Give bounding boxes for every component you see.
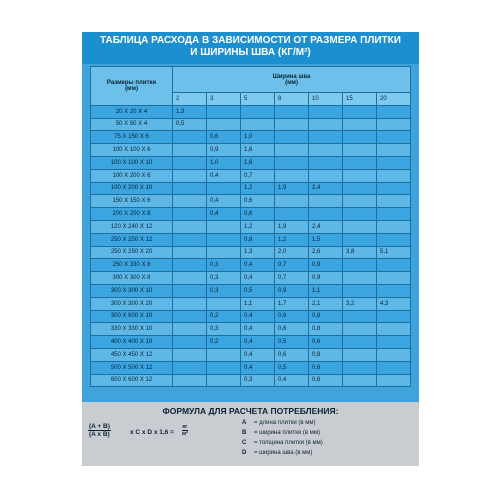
consumption-cell	[173, 169, 207, 182]
table-row	[91, 118, 411, 131]
tile-size-cell: 150 X 150 X 6	[91, 195, 173, 208]
consumption-cell	[343, 284, 377, 297]
consumption-cell: 0,4	[241, 272, 275, 285]
consumption-cell: 0,7	[241, 169, 275, 182]
table-row	[91, 131, 411, 144]
consumption-cell: 0,3	[207, 284, 241, 297]
consumption-cell: 0,6	[241, 195, 275, 208]
consumption-sheet	[82, 32, 419, 466]
consumption-cell	[343, 272, 377, 285]
consumption-cell: 0,7	[275, 259, 309, 272]
table-row	[91, 156, 411, 169]
consumption-cell: 0,5	[275, 336, 309, 349]
width-col-20: 20	[377, 93, 411, 106]
consumption-cell	[377, 323, 411, 336]
tile-size-cell: 120 X 240 X 12	[91, 220, 173, 233]
consumption-cell	[377, 105, 411, 118]
consumption-cell	[377, 156, 411, 169]
consumption-cell: 0,4	[241, 361, 275, 374]
consumption-cell	[377, 374, 411, 387]
consumption-cell	[207, 246, 241, 259]
consumption-cell: 0,7	[275, 272, 309, 285]
consumption-cell	[377, 361, 411, 374]
consumption-cell: 0,4	[275, 374, 309, 387]
table-body	[91, 105, 411, 387]
legend-row: B = ширина плитки (в мм)	[242, 430, 320, 436]
consumption-cell	[173, 323, 207, 336]
consumption-cell	[207, 297, 241, 310]
table-row	[91, 297, 411, 310]
tile-size-cell: 600 X 600 X 12	[91, 374, 173, 387]
consumption-cell	[377, 144, 411, 157]
consumption-cell	[343, 105, 377, 118]
title-line-2: И ШИРИНЫ ШВА (КГ/М²)	[190, 47, 311, 58]
consumption-cell: 0,8	[309, 310, 343, 323]
consumption-cell	[173, 208, 207, 221]
consumption-cell: 1,1	[241, 297, 275, 310]
consumption-cell: 1,2	[241, 182, 275, 195]
consumption-cell: 1,0	[207, 156, 241, 169]
consumption-cell	[377, 310, 411, 323]
consumption-cell	[173, 310, 207, 323]
consumption-cell	[207, 105, 241, 118]
consumption-cell: 0,6	[309, 374, 343, 387]
tile-size-cell: 500 X 500 X 12	[91, 361, 173, 374]
consumption-cell: 3,8	[343, 246, 377, 259]
consumption-cell	[207, 182, 241, 195]
tile-size-cell: 400 X 400 X 10	[91, 336, 173, 349]
tile-size-cell: 300 X 600 X 10	[91, 310, 173, 323]
unit-denominator: м²	[182, 431, 188, 437]
consumption-cell	[377, 169, 411, 182]
tile-size-cell: 330 X 330 X 10	[91, 323, 173, 336]
consumption-cell: 1,2	[241, 220, 275, 233]
consumption-cell	[343, 310, 377, 323]
legend-row: D = ширина шва (в мм)	[242, 450, 313, 456]
consumption-cell: 0,6	[275, 348, 309, 361]
consumption-cell: 1,7	[275, 297, 309, 310]
formula-title: ФОРМУЛА ДЛЯ РАСЧЕТА ПОТРЕБЛЕНИЯ:	[162, 406, 339, 416]
tile-size-cell: 300 X 300 X 10	[91, 284, 173, 297]
consumption-cell	[173, 182, 207, 195]
consumption-cell	[343, 156, 377, 169]
consumption-cell: 0,4	[241, 259, 275, 272]
consumption-cell	[377, 348, 411, 361]
consumption-cell: 1,5	[309, 233, 343, 246]
consumption-cell	[207, 361, 241, 374]
consumption-cell	[377, 259, 411, 272]
consumption-cell	[173, 259, 207, 272]
consumption-cell	[241, 118, 275, 131]
consumption-cell: 1,9	[275, 220, 309, 233]
consumption-cell	[343, 182, 377, 195]
consumption-cell	[343, 131, 377, 144]
table-row	[91, 336, 411, 349]
consumption-cell	[309, 169, 343, 182]
tile-size-cell: 250 X 250 X 20	[91, 246, 173, 259]
table-row	[91, 246, 411, 259]
consumption-cell: 0,4	[241, 310, 275, 323]
consumption-cell: 0,3	[207, 259, 241, 272]
tile-size-cell: 100 X 200 X 10	[91, 182, 173, 195]
consumption-cell	[309, 131, 343, 144]
consumption-cell	[173, 220, 207, 233]
consumption-cell	[377, 233, 411, 246]
consumption-cell	[343, 233, 377, 246]
consumption-cell: 0,3	[241, 374, 275, 387]
unit-numerator: кг	[182, 424, 188, 430]
consumption-cell: 0,6	[275, 323, 309, 336]
consumption-cell	[343, 323, 377, 336]
consumption-cell	[173, 233, 207, 246]
width-col-10: 10	[309, 93, 343, 106]
consumption-cell: 1,1	[309, 284, 343, 297]
consumption-cell	[343, 169, 377, 182]
consumption-cell	[275, 144, 309, 157]
consumption-cell: 0,8	[309, 323, 343, 336]
consumption-cell: 3,2	[343, 297, 377, 310]
table-row	[91, 310, 411, 323]
consumption-cell	[343, 259, 377, 272]
consumption-cell: 0,4	[241, 348, 275, 361]
consumption-cell: 0,5	[173, 118, 207, 131]
consumption-cell	[207, 118, 241, 131]
consumption-cell: 0,9	[309, 259, 343, 272]
consumption-cell	[173, 361, 207, 374]
formula-denominator: (A x B)	[89, 431, 110, 438]
consumption-table-wrap	[90, 66, 410, 387]
consumption-cell: 0,6	[241, 208, 275, 221]
consumption-cell: 1,6	[241, 144, 275, 157]
table-row	[91, 169, 411, 182]
consumption-cell: 1,2	[275, 233, 309, 246]
consumption-cell: 0,6	[275, 310, 309, 323]
consumption-cell: 0,3	[207, 272, 241, 285]
tile-size-cell: 300 X 300 X 20	[91, 297, 173, 310]
table-row	[91, 144, 411, 157]
table-row	[91, 208, 411, 221]
formula-numerator: (A + B)	[89, 423, 110, 430]
consumption-cell: 0,2	[207, 336, 241, 349]
consumption-cell	[309, 208, 343, 221]
width-col-2: 2	[173, 93, 207, 106]
consumption-cell	[275, 169, 309, 182]
consumption-cell	[173, 131, 207, 144]
tile-size-cell: 450 X 450 X 12	[91, 348, 173, 361]
table-row	[91, 233, 411, 246]
title-line-1: ТАБЛИЦА РАСХОДА В ЗАВИСИМОСТИ ОТ РАЗМЕРА ПЛИТКИ	[100, 35, 401, 46]
consumption-cell: 0,9	[275, 284, 309, 297]
consumption-cell	[377, 118, 411, 131]
tile-size-cell: 250 X 330 X 8	[91, 259, 173, 272]
formula-unit	[182, 424, 188, 437]
consumption-cell	[173, 297, 207, 310]
consumption-cell: 0,3	[207, 323, 241, 336]
consumption-cell	[241, 105, 275, 118]
consumption-cell: 0,9	[207, 144, 241, 157]
consumption-cell: 0,6	[207, 131, 241, 144]
consumption-cell	[275, 208, 309, 221]
formula-fraction	[88, 423, 111, 438]
table-row	[91, 374, 411, 387]
consumption-cell: 0,4	[207, 169, 241, 182]
table-row	[91, 348, 411, 361]
consumption-cell	[377, 336, 411, 349]
consumption-cell	[207, 374, 241, 387]
consumption-cell: 2,4	[309, 182, 343, 195]
consumption-cell: 1,9	[275, 182, 309, 195]
consumption-cell	[343, 208, 377, 221]
consumption-cell	[173, 156, 207, 169]
size-column-header: Размеры плитки (мм)	[91, 67, 173, 106]
consumption-cell	[207, 220, 241, 233]
table-row	[91, 105, 411, 118]
consumption-cell: 2,4	[309, 220, 343, 233]
consumption-cell	[173, 336, 207, 349]
consumption-cell: 0,4	[207, 208, 241, 221]
consumption-cell: 0,4	[207, 195, 241, 208]
tile-size-cell: 20 X 20 X 4	[91, 105, 173, 118]
consumption-cell: 0,5	[275, 361, 309, 374]
tile-size-cell: 75 X 150 X 6	[91, 131, 173, 144]
consumption-cell	[173, 374, 207, 387]
consumption-cell	[343, 220, 377, 233]
consumption-cell: 1,0	[241, 131, 275, 144]
consumption-cell	[173, 246, 207, 259]
tile-size-cell: 100 X 200 X 6	[91, 169, 173, 182]
consumption-cell	[309, 195, 343, 208]
consumption-cell	[343, 348, 377, 361]
consumption-cell	[173, 348, 207, 361]
consumption-cell	[207, 348, 241, 361]
consumption-cell: 0,9	[309, 272, 343, 285]
table-row	[91, 220, 411, 233]
tile-size-cell: 300 X 300 X 8	[91, 272, 173, 285]
formula-legend	[242, 420, 323, 460]
consumption-cell: 0,5	[241, 284, 275, 297]
consumption-cell: 0,6	[309, 361, 343, 374]
consumption-cell	[377, 182, 411, 195]
consumption-cell	[275, 105, 309, 118]
consumption-cell	[343, 118, 377, 131]
consumption-cell	[343, 374, 377, 387]
consumption-cell	[309, 144, 343, 157]
consumption-cell: 0,4	[241, 323, 275, 336]
consumption-cell: 4,3	[377, 297, 411, 310]
consumption-cell: 5,1	[377, 246, 411, 259]
consumption-cell	[377, 284, 411, 297]
table-row	[91, 272, 411, 285]
consumption-cell	[377, 131, 411, 144]
legend-row: A = длина плитки (в мм)	[242, 420, 316, 426]
consumption-cell	[173, 284, 207, 297]
consumption-cell	[343, 144, 377, 157]
consumption-cell: 0,4	[241, 336, 275, 349]
consumption-table	[90, 66, 411, 387]
consumption-cell	[275, 195, 309, 208]
consumption-cell	[275, 131, 309, 144]
consumption-cell	[309, 156, 343, 169]
consumption-cell	[173, 144, 207, 157]
width-col-8: 8	[275, 93, 309, 106]
consumption-cell	[377, 220, 411, 233]
joint-width-header: Ширина шва (мм)	[173, 67, 411, 93]
tile-size-cell: 100 X 100 X 6	[91, 144, 173, 157]
formula-panel	[82, 402, 419, 466]
consumption-cell: 2,6	[309, 246, 343, 259]
consumption-cell: 0,6	[309, 336, 343, 349]
table-row	[91, 323, 411, 336]
table-row	[91, 361, 411, 374]
consumption-cell	[343, 361, 377, 374]
consumption-cell	[173, 195, 207, 208]
consumption-cell: 0,8	[309, 348, 343, 361]
width-col-3: 3	[207, 93, 241, 106]
consumption-cell: 0,8	[241, 233, 275, 246]
consumption-cell	[207, 233, 241, 246]
consumption-cell	[275, 156, 309, 169]
consumption-cell: 1,6	[241, 156, 275, 169]
consumption-cell	[173, 272, 207, 285]
table-title	[82, 32, 419, 64]
tile-size-cell: 50 X 50 X 4	[91, 118, 173, 131]
legend-row: C = толщина плитки (в мм)	[242, 440, 323, 446]
width-col-5: 5	[241, 93, 275, 106]
table-row	[91, 259, 411, 272]
consumption-cell: 2,1	[309, 297, 343, 310]
consumption-cell: 2,0	[275, 246, 309, 259]
tile-size-cell: 200 X 200 X 8	[91, 208, 173, 221]
consumption-cell	[343, 195, 377, 208]
consumption-cell	[377, 272, 411, 285]
consumption-cell	[377, 208, 411, 221]
consumption-cell	[343, 336, 377, 349]
table-row	[91, 195, 411, 208]
consumption-cell	[377, 195, 411, 208]
formula-middle: x C x D x 1,6 =	[130, 429, 174, 436]
consumption-cell: 1,3	[241, 246, 275, 259]
tile-size-cell: 100 X 100 X 10	[91, 156, 173, 169]
table-row	[91, 182, 411, 195]
consumption-cell	[309, 105, 343, 118]
table-row	[91, 284, 411, 297]
consumption-cell	[275, 118, 309, 131]
consumption-cell: 0,2	[207, 310, 241, 323]
tile-size-cell: 250 X 250 X 12	[91, 233, 173, 246]
width-col-15: 15	[343, 93, 377, 106]
consumption-cell	[309, 118, 343, 131]
consumption-cell: 1,3	[173, 105, 207, 118]
